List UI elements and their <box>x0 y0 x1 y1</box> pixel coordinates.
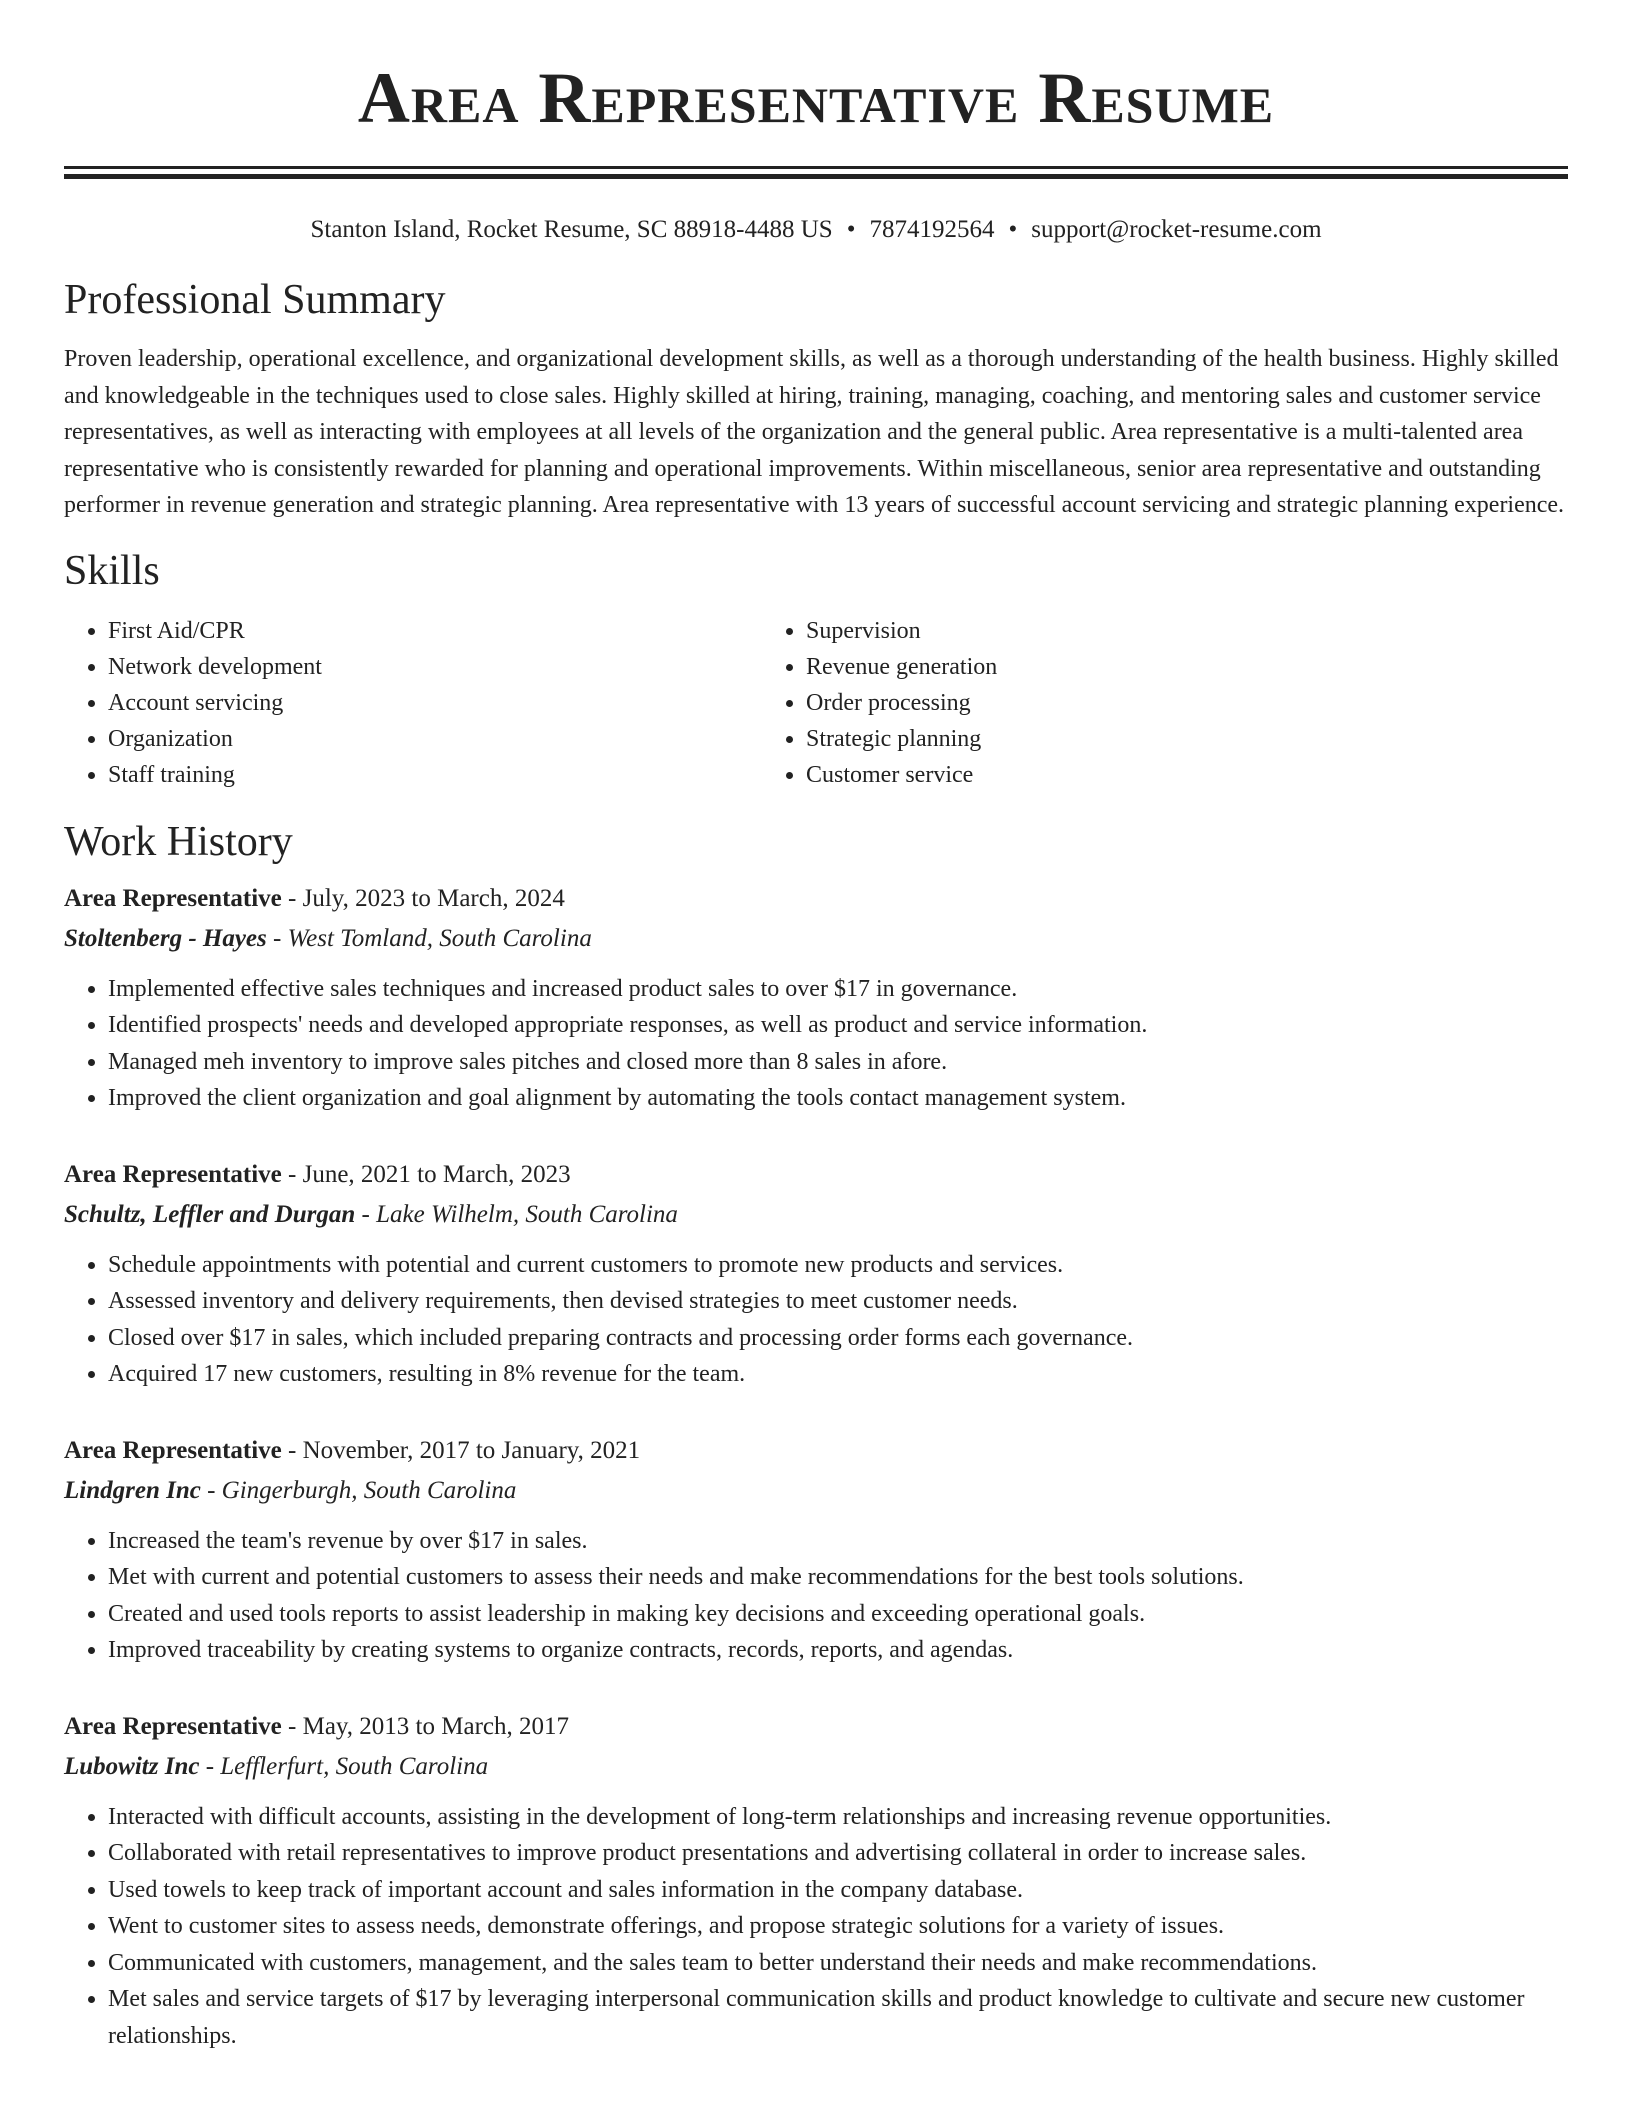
resume-title: Area Representative Resume <box>357 58 1275 138</box>
job-title-line: Area Representative - May, 2013 to March, 2017 <box>64 1712 569 1740</box>
job-company: Stoltenberg - Hayes <box>64 924 267 952</box>
skill-item: • Organization <box>108 721 762 757</box>
job-location: Gingerburgh, South Carolina <box>221 1476 517 1504</box>
skill-item: • Revenue generation <box>806 649 1460 685</box>
job-bullet: • Implemented effective sales techniques and increased product sales to over $17 in governance. <box>108 971 1568 1008</box>
job-bullets <box>64 1523 1568 1669</box>
job-bullet: • Assessed inventory and delivery requirements, then devised strategies to meet customer needs. <box>108 1283 1568 1320</box>
skill-item: • Staff training <box>108 757 762 793</box>
job-company-line: Lubowitz Inc - Lefflerfurt, South Carolina <box>64 1752 489 1780</box>
contact-separator: • <box>1008 216 1018 243</box>
job-bullet: • Used towels to keep track of important account and sales information in the company database. <box>108 1872 1568 1909</box>
job-dates: May, 2013 to March, 2017 <box>302 1712 569 1740</box>
summary-heading: Professional Summary <box>64 277 446 323</box>
job-bullet: • Interacted with difficult accounts, assisting in the development of long-term relationships and increasing revenue opportunities. <box>108 1799 1568 1836</box>
job-bullet: • Improved the client organization and goal alignment by automating the tools contact management system. <box>108 1080 1568 1117</box>
job-bullet: • Acquired 17 new customers, resulting in 8% revenue for the team. <box>108 1356 1568 1393</box>
title-divider-bottom <box>64 174 1568 179</box>
work-history-heading: Work History <box>64 818 293 865</box>
skill-item: • Customer service <box>806 757 1460 793</box>
job-company: Schultz, Leffler and Durgan <box>64 1200 356 1228</box>
job-entry <box>64 1157 1568 1393</box>
job-bullet: • Managed meh inventory to improve sales pitches and closed more than 8 sales in afore. <box>108 1044 1568 1081</box>
job-entry <box>64 881 1568 1117</box>
job-company-line: Schultz, Leffler and Durgan - Lake Wilhelm, South Carolina <box>64 1200 678 1228</box>
job-dates: November, 2017 to January, 2021 <box>302 1436 641 1464</box>
job-bullet: • Met with current and potential customers to assess their needs and make recommendations for the best tools solutions. <box>108 1559 1568 1596</box>
job-entry <box>64 1433 1568 1669</box>
skill-item: • First Aid/CPR <box>108 613 762 649</box>
job-dates: July, 2023 to March, 2024 <box>302 884 565 912</box>
skill-item: • Network development <box>108 649 762 685</box>
skill-item: • Strategic planning <box>806 721 1460 757</box>
job-bullets <box>64 1247 1568 1393</box>
job-company-line: Lindgren Inc - Gingerburgh, South Carolina <box>64 1476 517 1504</box>
skill-item: • Order processing <box>806 685 1460 721</box>
job-title: Area Representative <box>64 1160 282 1188</box>
job-title-line: Area Representative - July, 2023 to March, 2024 <box>64 884 565 912</box>
job-bullet: • Communicated with customers, management, and the sales team to better understand their needs and make recommendations. <box>108 1945 1568 1982</box>
skills-heading: Skills <box>64 547 160 594</box>
job-title-line: Area Representative - June, 2021 to March, 2023 <box>64 1160 571 1188</box>
job-title: Area Representative <box>64 1712 282 1740</box>
contact-separator: • <box>846 216 856 243</box>
job-bullets <box>64 1799 1568 2055</box>
job-bullet: • Increased the team's revenue by over $17 in sales. <box>108 1523 1568 1560</box>
job-bullet: • Closed over $17 in sales, which included preparing contracts and processing order forms each governance. <box>108 1320 1568 1357</box>
job-bullet: • Identified prospects' needs and developed appropriate responses, as well as product and service information. <box>108 1007 1568 1044</box>
contact-email: support@rocket-resume.com <box>1031 216 1322 243</box>
skills-column-right <box>762 613 1460 793</box>
skill-item: • Account servicing <box>108 685 762 721</box>
resume-page <box>64 0 1568 2054</box>
job-bullet: • Went to customer sites to assess needs, demonstrate offerings, and propose strategic solutions for a variety of issues. <box>108 1908 1568 1945</box>
job-dates: June, 2021 to March, 2023 <box>302 1160 571 1188</box>
contact-line <box>64 215 1568 245</box>
contact-address: Stanton Island, Rocket Resume, SC 88918-4488 US <box>310 216 833 243</box>
title-divider-top <box>64 166 1568 169</box>
job-bullet: • Schedule appointments with potential and current customers to promote new products and services. <box>108 1247 1568 1284</box>
skill-item: • Supervision <box>806 613 1460 649</box>
job-bullet: • Created and used tools reports to assist leadership in making key decisions and exceeding operational goals. <box>108 1596 1568 1633</box>
job-title: Area Representative <box>64 884 282 912</box>
job-bullet: • Collaborated with retail representatives to improve product presentations and advertising collateral in order to increase sales. <box>108 1835 1568 1872</box>
job-location: Lake Wilhelm, South Carolina <box>376 1200 678 1228</box>
contact-phone: 7874192564 <box>869 216 995 243</box>
job-company: Lindgren Inc <box>64 1476 201 1504</box>
summary-text: Proven leadership, operational excellence, and organizational development skills, as well as a thorough understanding of the health business. Highly skilled and knowledgeable in the techniques used to close sales. Highly skilled at hiring, training, managing, coaching, and mentoring sales and customer service representatives, as well as interacting with employees at all levels of the organization and the general public. Area representative is a multi-talented area representative who is consistently rewarded for planning and operational improvements. Within miscellaneous, senior area representative and outstanding performer in revenue generation and strategic planning. Area representative with 13 years of successful account servicing and strategic planning experience. <box>64 346 1565 519</box>
job-company-line: Stoltenberg - Hayes - West Tomland, South Carolina <box>64 924 592 952</box>
job-title-line: Area Representative - November, 2017 to January, 2021 <box>64 1436 641 1464</box>
job-bullet: • Met sales and service targets of $17 by leveraging interpersonal communication skills and product knowledge to cultivate and secure new customer relationships. <box>108 1981 1568 2054</box>
job-company: Lubowitz Inc <box>64 1752 200 1780</box>
job-entry <box>64 1709 1568 2055</box>
job-location: Lefflerfurt, South Carolina <box>220 1752 489 1780</box>
job-title: Area Representative <box>64 1436 282 1464</box>
skills-column-left <box>64 613 762 793</box>
skills-list <box>64 613 1568 793</box>
job-location: West Tomland, South Carolina <box>287 924 592 952</box>
job-bullet: • Improved traceability by creating systems to organize contracts, records, reports, and agendas. <box>108 1632 1568 1669</box>
job-bullets <box>64 971 1568 1117</box>
